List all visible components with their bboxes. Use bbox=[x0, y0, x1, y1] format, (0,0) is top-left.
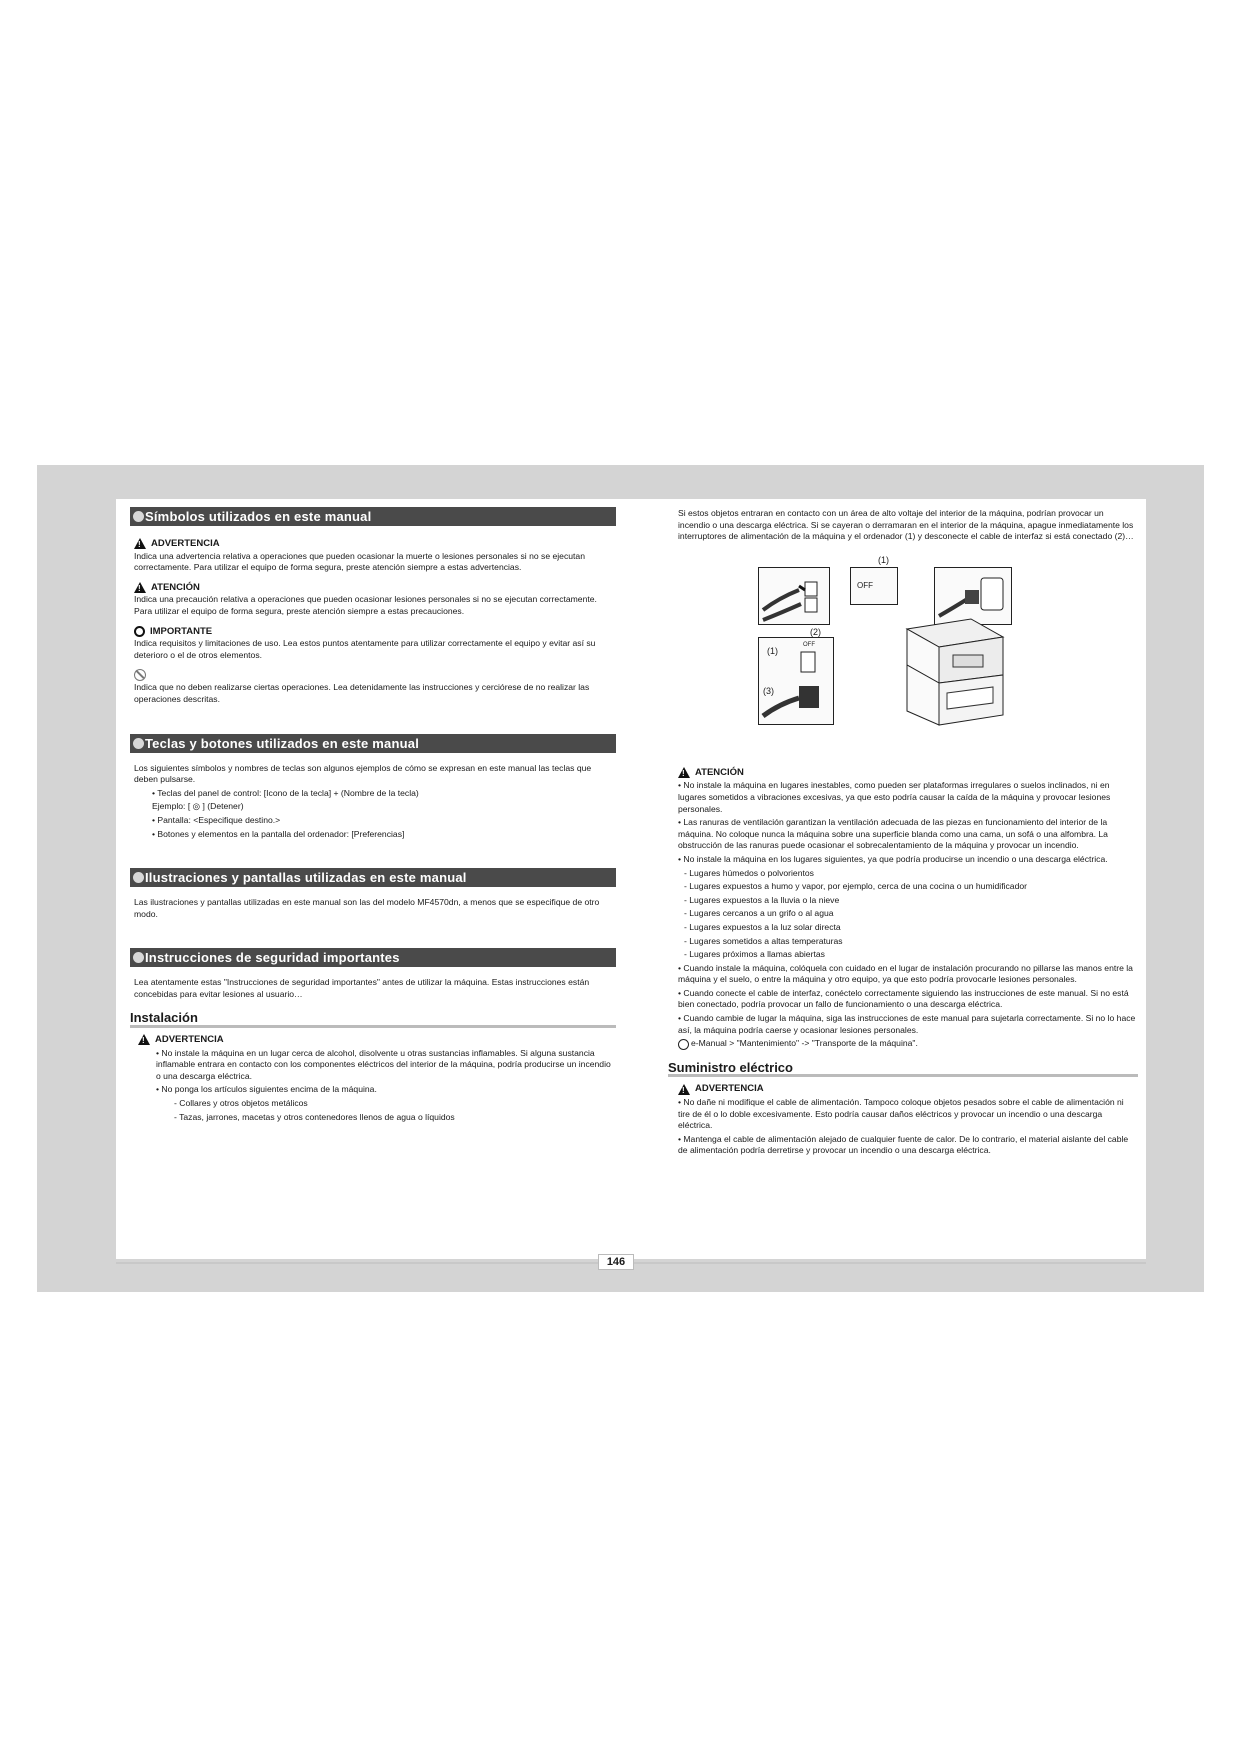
list-item: • Las ranuras de ventilación garantizan la ventilación adecuada de las piezas en funcionamiento del interior de la máquina. No coloque nunca la máquina sobre una superficie blanda como una cama, un sofá o una alfombra. La obstrucción de las ranuras puede ocasionar el sobrecalentamiento de la máquina y provocar un incendio. bbox=[678, 817, 1108, 851]
list-item: • No dañe ni modifique el cable de alimentación. Tampoco coloque objetos pesados sobre el cable de alimentación ni tire de él o lo doble excesivamente. Esto podría causar daños eléctricos y provocar un incendio o una descarga eléctrica. bbox=[678, 1097, 1124, 1131]
section-heading-simbolos: Símbolos utilizados en este manual bbox=[130, 507, 616, 526]
prohibited-icon bbox=[134, 669, 146, 681]
prohibido-text: Indica que no deben realizarse ciertas operaciones. Lea detenidamente las instrucciones y cerciórese de no realizar las operaciones descritas. bbox=[134, 682, 590, 704]
computer-monitor: OFF bbox=[850, 567, 898, 605]
important-icon bbox=[134, 626, 145, 637]
list-item: - Lugares expuestos a humo y vapor, por ejemplo, cerca de una cocina o un humidificador bbox=[684, 881, 1027, 892]
section-heading-teclas: Teclas y botones utilizados en este manual bbox=[130, 734, 616, 753]
warning-icon bbox=[138, 1034, 150, 1045]
section-bullet-icon bbox=[133, 738, 144, 749]
section-bullet-icon bbox=[133, 872, 144, 883]
list-item: - Collares y otros objetos metálicos bbox=[174, 1098, 308, 1109]
instalacion-advertencia-label: ! ADVERTENCIA bbox=[138, 1034, 616, 1046]
power-switch-panel: (1) OFF (3) bbox=[758, 637, 834, 725]
atencion-text: Indica una precaución relativa a operaciones que pueden ocasionar lesiones personales si no se ejecutan correctamente. Para utilizar el equipo de forma segura, preste atención siempre a estas precauciones. bbox=[134, 594, 597, 616]
instalacion-heading: Instalación bbox=[130, 1012, 616, 1028]
warning-icon bbox=[134, 538, 146, 549]
list-item: • No instale la máquina en un lugar cerca de alcohol, disolvente u otras sustancias inflamables. Si alguna sustancia inflamable entrara en contacto con los componentes eléctricos del interior de la máquina, podría producirse un incendio o una descarga eléctrica. bbox=[156, 1047, 611, 1081]
list-item: • Mantenga el cable de alimentación alejado de cualquier fuente de calor. De lo contrario, el material aislante del cable de alimentación podría derretirse y provocar un incendio o una descarga eléctrica. bbox=[678, 1133, 1129, 1156]
list-item: - Lugares sometidos a altas temperaturas bbox=[684, 935, 843, 946]
right-intro: Si estos objetos entraran en contacto con un área de alto voltaje del interior de la máquina, podrían provocar un incendio o una descarga eléctrica. Si se cayeran o derramaran en el interior de la máquina, apague inmediatamente los interruptores de alimentación de la máquina y el ordenador (1) y desconecte el cable de interfaz si está conectado (2)… bbox=[678, 508, 1134, 542]
section-heading-instrucciones: Instrucciones de seguridad importantes bbox=[130, 948, 616, 967]
figure-label: (1) bbox=[878, 554, 889, 565]
warning-icon bbox=[678, 1084, 690, 1095]
left-column bbox=[130, 507, 616, 1123]
emanual-reference: e-Manual > "Mantenimiento" -> "Transporte de la máquina". bbox=[678, 1038, 1138, 1050]
right-column bbox=[668, 507, 1138, 1157]
list-item: • Botones y elementos en la pantalla del ordenador: [Preferencias] bbox=[152, 828, 405, 839]
atencion-label: ! ATENCIÓN bbox=[134, 582, 616, 594]
list-item: - Lugares próximos a llamas abiertas bbox=[684, 949, 825, 960]
suministro-heading: Suministro eléctrico bbox=[668, 1062, 1138, 1078]
list-item: - Lugares expuestos a la lluvia o la nieve bbox=[684, 894, 840, 905]
advertencia-label: ! ADVERTENCIA bbox=[134, 538, 616, 550]
list-item: • No instale la máquina en los lugares siguientes, ya que podría producirse un incendio o una descarga eléctrica. bbox=[678, 853, 1108, 864]
cable-disconnect-panel bbox=[758, 567, 830, 625]
manual-spread bbox=[116, 499, 1146, 1259]
caution-icon bbox=[134, 582, 146, 593]
list-item: - Lugares expuestos a la luz solar directa bbox=[684, 921, 841, 932]
printer-illustration bbox=[893, 615, 1013, 727]
list-item: • Teclas del panel de control: [Icono de la tecla] + (Nombre de la tecla) bbox=[152, 787, 419, 798]
figure-label: (2) bbox=[810, 626, 821, 637]
teclas-intro: Los siguientes símbolos y nombres de teclas son algunos ejemplos de cómo se expresan en este manual las teclas que deben pulsarse. bbox=[134, 762, 592, 785]
illustration-power-disconnect bbox=[758, 555, 1028, 755]
page-number: 146 bbox=[598, 1254, 634, 1270]
section-heading-ilustraciones: Ilustraciones y pantallas utilizadas en este manual bbox=[130, 868, 616, 887]
list-item: • Cuando conecte el cable de interfaz, conéctelo correctamente siguiendo las instrucciones de este manual. Si no está bien conectado, podría provocar un fallo de funcionamiento o una descarga eléctrica. bbox=[678, 987, 1129, 1010]
list-item: • Pantalla: <Especifique destino.> bbox=[152, 814, 281, 825]
list-item: - Lugares húmedos o polvorientos bbox=[684, 867, 814, 878]
instrucciones-text: Lea atentamente estas "Instrucciones de seguridad importantes" antes de utilizar la máquina. Estas instrucciones están concebidas para evitar lesiones al usuario… bbox=[134, 977, 590, 999]
list-item: • No instale la máquina en lugares inestables, como pueden ser plataformas irregulares o suelos inclinados, ni en lugares sometidos a vibraciones excesivas, ya que esto podría causar la caída de la máquina y provocar lesiones personales. bbox=[678, 780, 1111, 814]
suministro-advertencia-label: ! ADVERTENCIA bbox=[678, 1083, 1138, 1095]
list-item: - Lugares cercanos a un grifo o al agua bbox=[684, 908, 834, 919]
atencion-label-right: ! ATENCIÓN bbox=[678, 767, 1138, 779]
interface-cable-icon bbox=[759, 568, 829, 624]
caution-icon bbox=[678, 767, 690, 778]
list-item: • Cuando cambie de lugar la máquina, siga las instrucciones de este manual para sujetarla correctamente. Si no lo hace así, la máquina podría caerse y ocasionar lesiones personales. bbox=[678, 1013, 1136, 1035]
advertencia-text: Indica una advertencia relativa a operaciones que pueden ocasionar la muerte o lesiones personales si no se ejecutan correctamente. Para utilizar el equipo de forma segura, preste atención siempre a estas advertencias. bbox=[134, 550, 585, 573]
list-item: Ejemplo: [ ◎ ] (Detener) bbox=[152, 801, 244, 812]
importante-text: Indica requisitos y limitaciones de uso. Lea estos puntos atentamente para utilizar correctamente el equipo y evitar así su deterioro o el de otros elementos. bbox=[134, 638, 596, 660]
list-item: • No ponga los artículos siguientes encima de la máquina. bbox=[156, 1084, 377, 1095]
list-item: • Cuando instale la máquina, colóquela con cuidado en el lugar de instalación procurando no pillarse las manos entre la máquina y el suelo, o entre la máquina y otro equipo, ya que esto podría provocarle lesiones personales. bbox=[678, 962, 1133, 985]
list-item: - Tazas, jarrones, macetas y otros contenedores llenos de agua o líquidos bbox=[174, 1111, 455, 1122]
section-bullet-icon bbox=[133, 511, 144, 522]
importante-label: IMPORTANTE bbox=[134, 626, 616, 638]
section-bullet-icon bbox=[133, 952, 144, 963]
ilustraciones-text: Las ilustraciones y pantallas utilizadas en este manual son las del modelo MF4570dn, a menos que se especifique de otro modo. bbox=[134, 897, 600, 919]
emanual-link-icon bbox=[678, 1039, 689, 1050]
